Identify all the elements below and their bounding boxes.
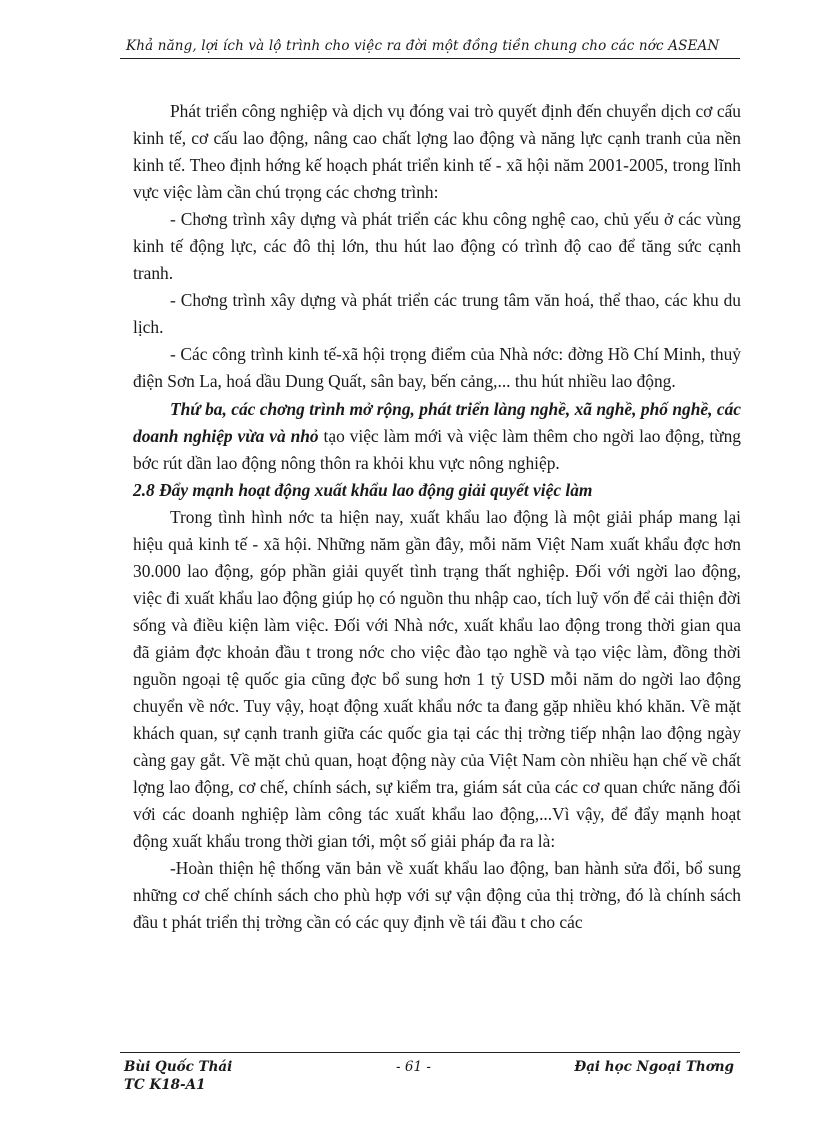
footer-school: Đại học Ngoại Thơng xyxy=(574,1059,734,1075)
paragraph: Trong tình hình nớc ta hiện nay, xuất khẩu lao động là một giải pháp mang lại hiệu quả kinh tế - xã hội. Những năm gần đây, mỗi năm Việt Nam xuất khẩu đợc hơn 30.000 lao động, góp phần giải quyết tình trạng thất nghiệp. Đối với ngời lao động, việc đi xuất khẩu lao động giúp họ có nguồn thu nhập cao, tích luỹ vốn để cải thiện đời sống và điều kiện làm việc. Đối với Nhà nớc, xuất khẩu lao động trong thời gian qua đã giảm đợc khoản đầu t trong nớc cho việc đào tạo nghề và tạo việc làm, đồng thời nguồn ngoại tệ quốc gia cũng đợc bổ sung hơn 1 tỷ USD mỗi năm do ngời lao động chuyển về nớc. Tuy vậy, hoạt động xuất khẩu nớc ta đang gặp nhiều khó khăn. Về mặt khách quan, sự cạnh tranh giữa các quốc gia tại các thị trờng tiếp nhận lao động ngày càng gay gắt. Về mặt chủ quan, hoạt động này của Việt Nam còn nhiều hạn chế về chất lợng lao động, cơ chế, chính sách, sự kiểm tra, giám sát của các cơ quan chức năng đối với các doanh nghiệp làm công tác xuất khẩu lao động,...Vì vậy, để đẩy mạnh hoạt động xuất khẩu trong thời gian tới, một số giải pháp đa ra là: xyxy=(133,506,741,852)
list-item: - Chơng trình xây dựng và phát triển các trung tâm văn hoá, thể thao, các khu du lịch. xyxy=(133,290,741,338)
header-title: Khả năng, lợi ích và lộ trình cho việc ra đời một đồng tiền chung cho các nớc ASEAN xyxy=(126,38,720,54)
page-number: - 61 - xyxy=(396,1059,431,1075)
footer-class: TC K18-A1 xyxy=(124,1077,206,1093)
list-item: - Chơng trình xây dựng và phát triển các khu công nghệ cao, chủ yếu ở các vùng kinh tế động lực, các đô thị lớn, thu hút lao động có trình độ cao để tăng sức cạnh tranh. xyxy=(133,209,741,284)
page-footer xyxy=(120,1052,740,1097)
paragraph xyxy=(133,396,741,477)
paragraph: -Hoàn thiện hệ thống văn bản về xuất khẩu lao động, ban hành sửa đổi, bổ sung những cơ chế chính sách cho phù hợp với sự vận động của thị trờng, đó là chính sách đầu t phát triển thị trờng cần có các quy định về tái đầu t cho các xyxy=(133,858,741,933)
list-item: - Các công trình kinh tế-xã hội trọng điểm của Nhà nớc: đờng Hồ Chí Minh, thuỷ điện Sơn La, hoá dầu Dung Quất, sân bay, bến cảng,... thu hút nhiều lao động. xyxy=(133,344,741,392)
footer-author: Bùi Quốc Thái xyxy=(124,1059,233,1075)
paragraph-text: tạo việc làm mới và việc làm thêm cho ngời lao động, từng bớc rút dần lao động nông thôn ra khỏi khu vực nông nghiệp. xyxy=(133,425,741,473)
document-body xyxy=(133,98,741,936)
section-heading: 2.8 Đẩy mạnh hoạt động xuất khẩu lao động giải quyết việc làm xyxy=(133,479,593,500)
paragraph: Phát triển công nghiệp và dịch vụ đóng vai trò quyết định đến chuyển dịch cơ cấu kinh tế, cơ cấu lao động, nâng cao chất lợng lao động và năng lực cạnh tranh của nền kinh tế. Theo định hớng kế hoạch phát triển kinh tế - xã hội năm 2001-2005, trong lĩnh vực việc làm cần chú trọng các chơng trình: xyxy=(133,101,741,203)
emphasis-text: Thứ ba, các chơng trình mở rộng, phát triển làng nghề, xã nghề, phố nghề, các doanh nghiệp vừa và nhỏ xyxy=(133,398,741,446)
page-header xyxy=(120,36,740,59)
